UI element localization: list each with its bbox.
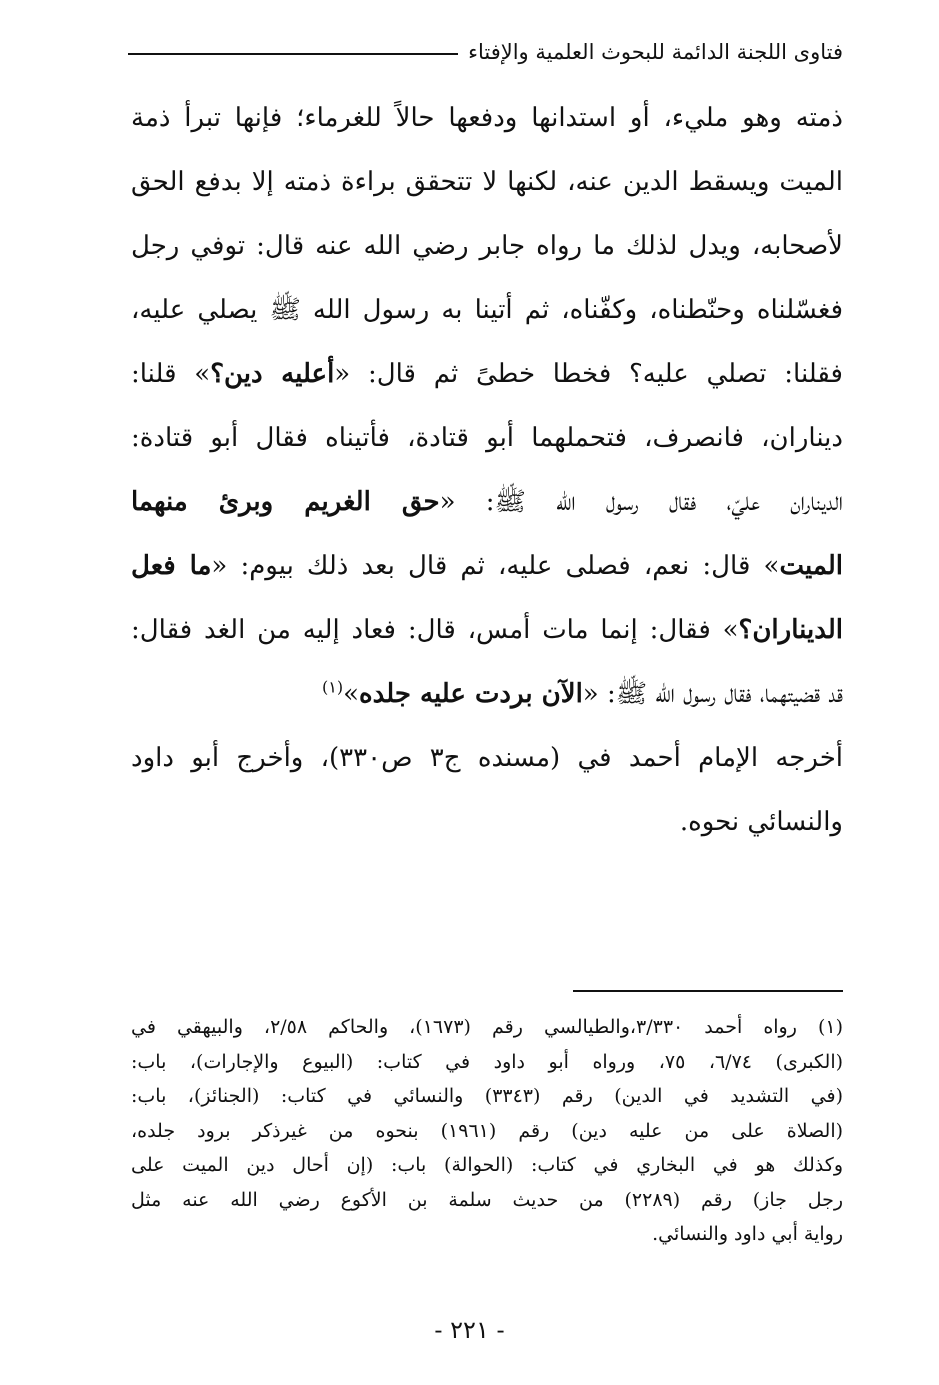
text-span: فقلنا: تصلي عليه؟ فخطا خطىً ثم قال: « — [334, 359, 843, 389]
text-line — [131, 342, 843, 406]
footnote-line: وكذلك هو في البخاري في كتاب: (الحوالة) باب: (إن أحال دين الميت على — [131, 1154, 843, 1176]
running-header-title: فتاوى اللجنة الدائمة للبحوث العلمية والإفتاء — [468, 40, 843, 64]
text-span: قد قضيتهما، فقال رسول الله ﷺ: « — [582, 679, 843, 709]
text-span: » — [343, 679, 359, 709]
text-span: » قال: نعم، فصلى عليه، ثم قال بعد ذلك بيوم: « — [211, 551, 780, 581]
text-line — [131, 470, 843, 534]
footnote-line: (الكبرى) ٦/٧٤، ٧٥، ورواه أبو داود في كتاب: (البيوع والإجارات)، باب: — [131, 1050, 843, 1073]
text-span: أخرجه الإمام أحمد في (مسنده ج٣ ص٣٣٠)، وأخرج أبو داود — [131, 743, 843, 773]
text-line — [131, 534, 843, 598]
hadith-quote: حق الغريم وبرئ منهما — [131, 487, 440, 517]
text-span: » فقال: إنما مات أمس، قال: فعاد إليه من الغد فقال: — [131, 615, 739, 645]
hadith-quote: الميت — [779, 551, 843, 581]
text-line — [131, 150, 843, 214]
text-line — [131, 406, 843, 470]
text-line — [131, 86, 843, 150]
footnote-separator — [573, 990, 843, 992]
footnote-line: (في التشديد في الدين) رقم (٣٣٤٣) والنسائي في كتاب: (الجنائز)، باب: — [131, 1085, 843, 1107]
footnote-line: (١) رواه أحمد ٣/٣٣٠،والطيالسي رقم (١٦٧٣)، والحاكم ٢/٥٨، والبيهقي في — [131, 1016, 843, 1038]
footnote-reference[interactable]: (١) — [321, 677, 344, 697]
hadith-quote: الآن بردت عليه جلده — [359, 679, 583, 709]
text-span: والنسائي نحوه. — [679, 807, 843, 837]
header-rule — [128, 53, 458, 55]
text-line — [131, 278, 843, 342]
text-span: ذمته وهو مليء، أو استدانها ودفعها حالاً للغرماء؛ فإنها تبرأ ذمة — [131, 103, 843, 133]
text-line — [131, 790, 843, 854]
hadith-quote: أعليه دين؟ — [210, 359, 335, 389]
text-span: ديناران، فانصرف، فتحملهما أبو قتادة، فأتيناه فقال أبو قتادة: — [131, 423, 843, 453]
main-text — [131, 86, 843, 854]
text-span: الميت ويسقط الدين عنه، لكنها لا تتحقق براءة ذمته إلا بدفع الحق — [131, 167, 843, 197]
footnote-line: (الصلاة على من عليه دين) رقم (١٩٦١) بنحوه من غيرذكر برود جلده، — [131, 1119, 843, 1142]
footnotes — [131, 1010, 843, 1252]
running-header — [128, 34, 843, 70]
page-number: - ٢٢١ - — [434, 1316, 505, 1344]
text-span: لأصحابه، ويدل لذلك ما رواه جابر رضي الله عنه قال: توفي رجل — [131, 231, 843, 261]
text-span: الديناران عليّ، فقال رسول الله ﷺ: « — [439, 487, 843, 517]
hadith-quote: الديناران؟ — [738, 615, 843, 645]
text-line — [131, 598, 843, 662]
text-line — [131, 662, 843, 726]
footnote-line: رجل جاز) رقم (٢٢٨٩) من حديث سلمة بن الأكوع رضي الله عنه مثل — [131, 1188, 843, 1211]
footnote-line: رواية أبي داود والنسائي. — [652, 1223, 843, 1245]
text-span: فغسّلناه وحنّطناه، وكفّناه، ثم أتينا به رسول الله ﷺ يصلي عليه، — [131, 295, 843, 325]
hadith-quote: ما فعل — [131, 551, 212, 581]
text-span: » قلنا: — [131, 359, 211, 389]
text-line — [131, 726, 843, 790]
text-line — [131, 214, 843, 278]
